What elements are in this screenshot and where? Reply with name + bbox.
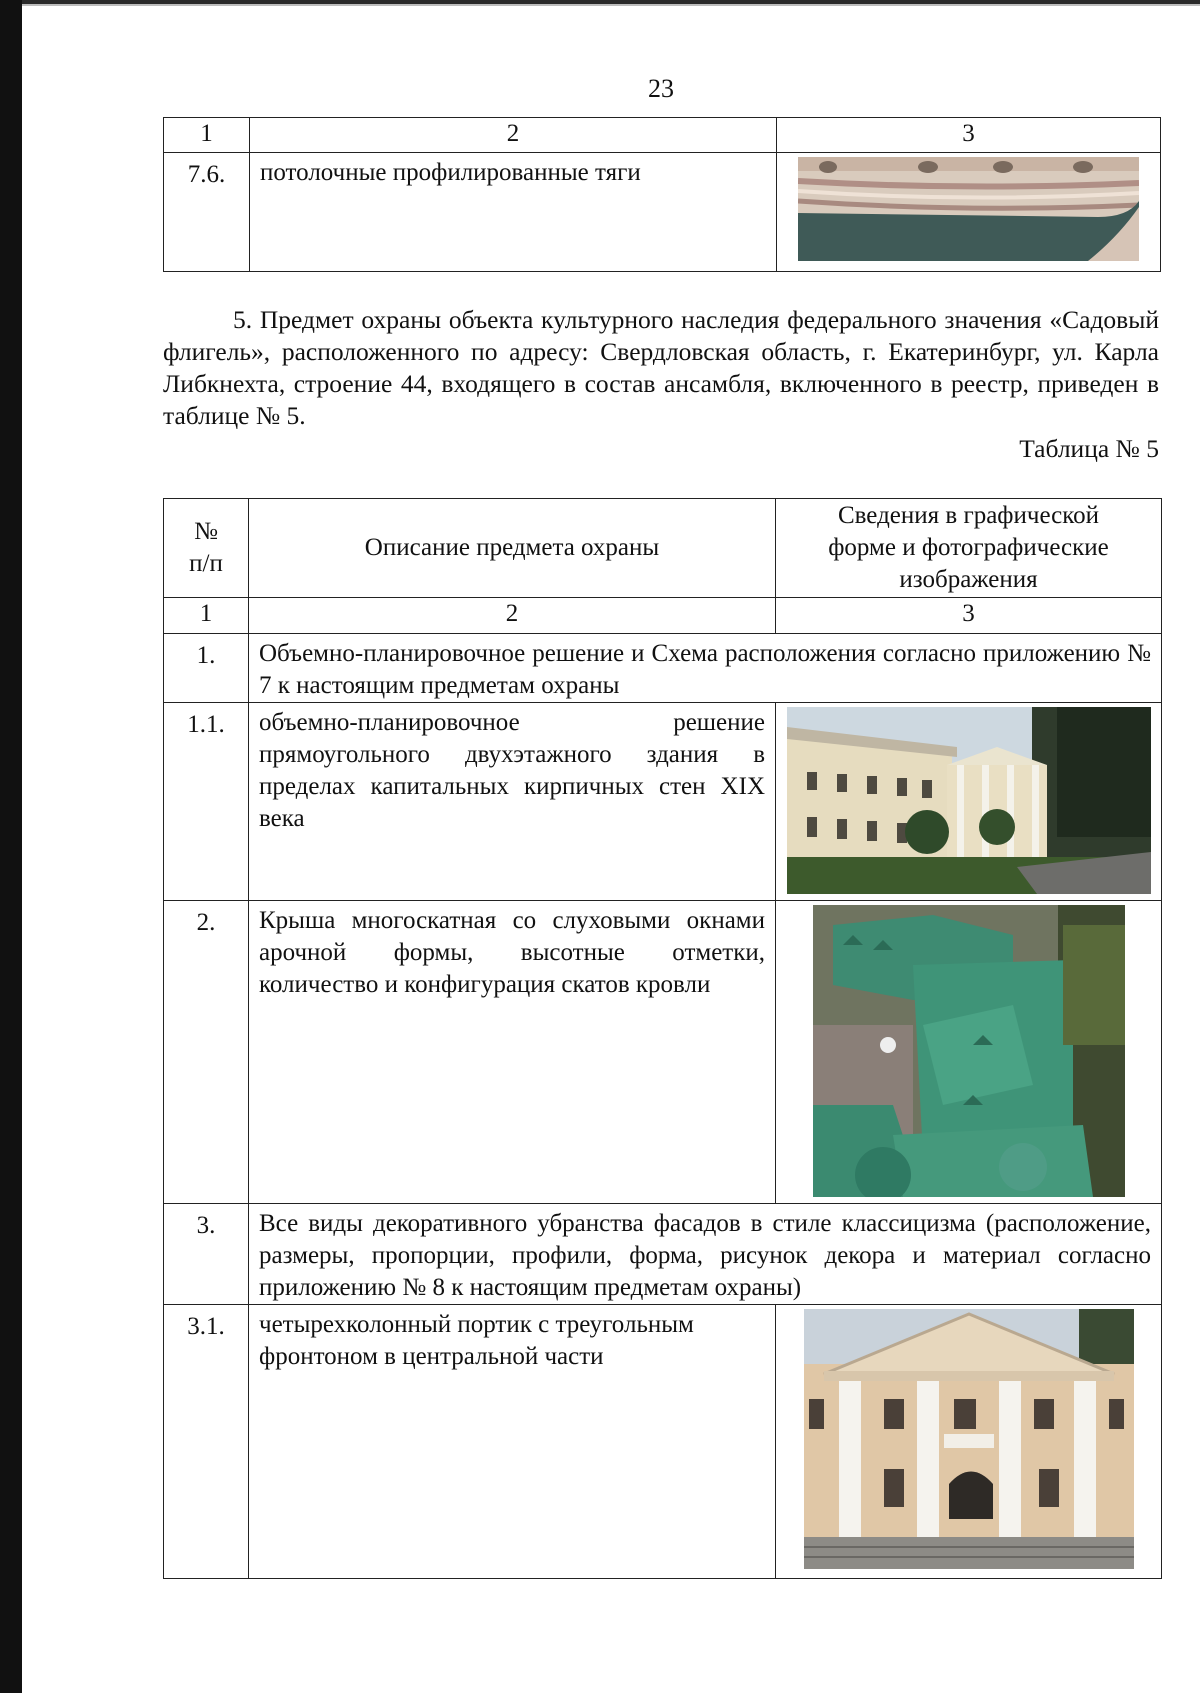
table-row <box>164 901 1162 1204</box>
row-photo-cell <box>776 703 1162 901</box>
table-header-numbers-row <box>164 598 1162 634</box>
table-row <box>164 1204 1162 1305</box>
ceiling-molding-photo <box>798 157 1139 261</box>
row-number: 1. <box>164 634 249 703</box>
table-row <box>164 703 1162 901</box>
row-number: 3.1. <box>164 1305 249 1579</box>
continuation-table <box>163 117 1161 272</box>
protection-subject-table <box>163 498 1162 1579</box>
scan-edge-left <box>0 0 22 1693</box>
intro-paragraph: 5. Предмет охраны объекта культурного наследия федерального значения «Садовый флигель», расположенного по адресу: Свердловская область, г. Екатеринбург, ул. Карла Либкнехта, строение 44, входящего в состав ансамбля, включенного в реестр, приведен в таблице № 5. <box>163 305 1159 430</box>
header-num-2: 2 <box>250 118 777 153</box>
table-row <box>164 634 1162 703</box>
row-number: 1.1. <box>164 703 249 901</box>
row-photo-cell <box>776 1305 1162 1579</box>
table-row <box>164 153 1161 272</box>
row-number: 3. <box>164 1204 249 1305</box>
row-photo-cell <box>777 153 1161 272</box>
row-description: объемно-планировочное решение прямоугольного двухэтажного здания в пределах капитальных кирпичных стен XIX века <box>249 703 776 901</box>
header-number-column: № п/п <box>164 499 249 598</box>
table-row <box>164 1305 1162 1579</box>
header-num-2: 2 <box>249 598 776 634</box>
header-num-3: 3 <box>776 598 1162 634</box>
building-facade-photo <box>787 707 1151 894</box>
row-description: Объемно-планировочное решение и Схема расположения согласно приложению № 7 к настоящим предметам охраны <box>249 634 1162 703</box>
row-description: Крыша многоскатная со слуховыми окнами арочной формы, высотные отметки, количество и конфигурация скатов кровли <box>249 901 776 1204</box>
page-number: 23 <box>648 74 674 103</box>
row-description: потолочные профилированные тяги <box>250 153 777 272</box>
row-number: 7.6. <box>164 153 250 272</box>
table-caption: Таблица № 5 <box>1019 434 1159 463</box>
header-num-3: 3 <box>777 118 1161 153</box>
table-header-row <box>164 499 1162 598</box>
portico-photo <box>804 1309 1134 1569</box>
row-number: 2. <box>164 901 249 1204</box>
header-num-1: 1 <box>164 118 250 153</box>
scan-edge-top-shadow <box>22 4 1200 6</box>
header-num-1: 1 <box>164 598 249 634</box>
row-description: Все виды декоративного убранства фасадов в стиле классицизма (расположение, размеры, пропорции, профили, форма, рисунок декора и материал согласно приложению № 8 к настоящим предметам охраны) <box>249 1204 1162 1305</box>
header-images-column: Сведения в графической форме и фотографические изображения <box>776 499 1162 598</box>
row-photo-cell <box>776 901 1162 1204</box>
row-description: четырехколонный портик с треугольным фронтоном в центральной части <box>249 1305 776 1579</box>
table-header-numbers-row <box>164 118 1161 153</box>
roof-aerial-photo <box>813 905 1125 1197</box>
header-description-column: Описание предмета охраны <box>249 499 776 598</box>
